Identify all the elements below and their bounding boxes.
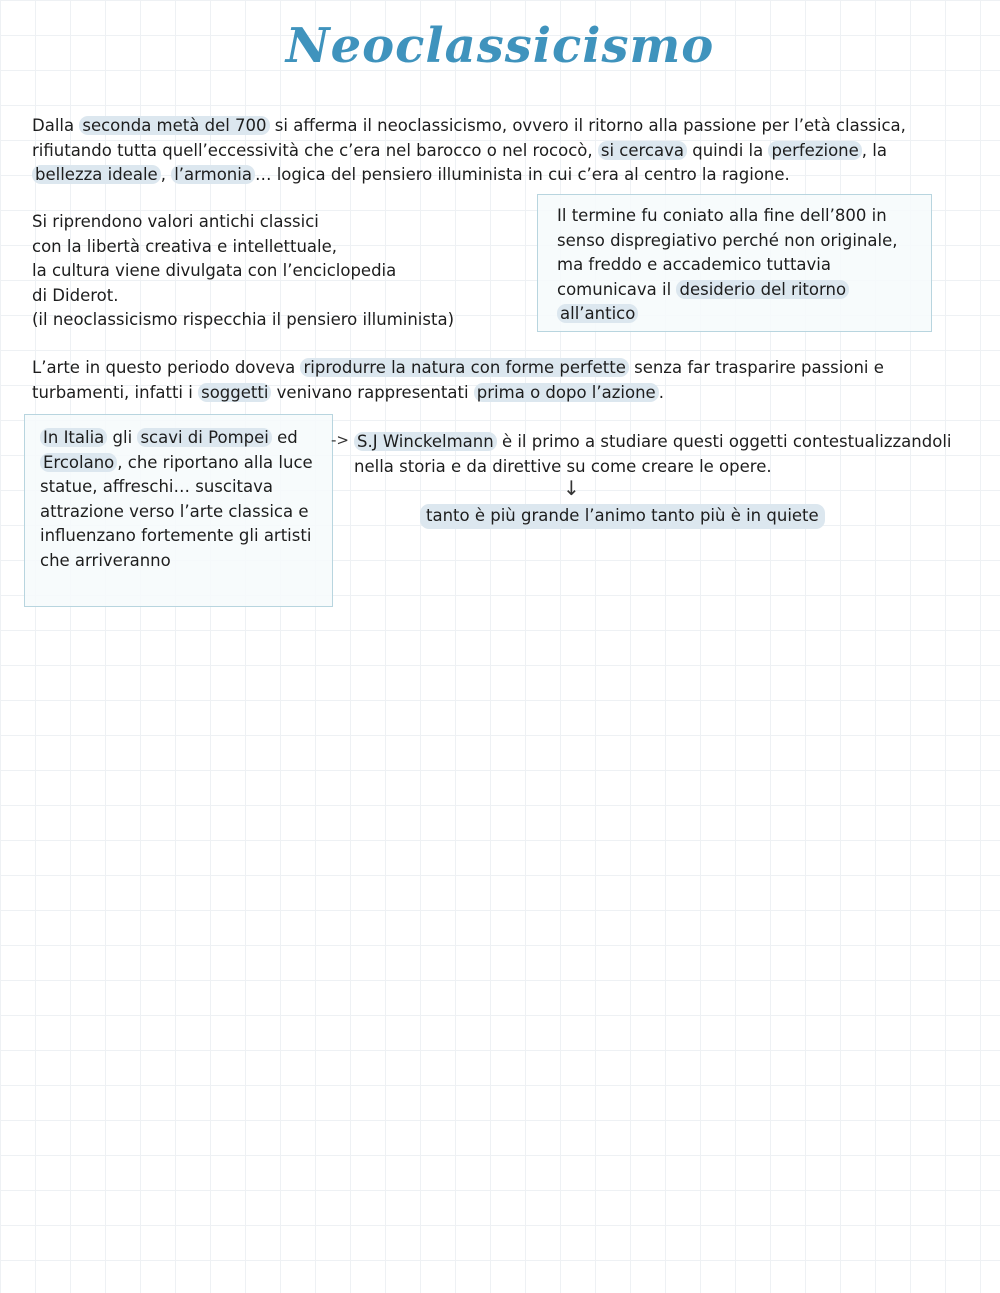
- highlight: In Italia: [40, 428, 107, 447]
- art-line-1: L’arte in questo periodo doveva riprodurre la natura con forme perfette senza far trasparire passioni e: [32, 358, 884, 377]
- page-title: Neoclassicismo: [285, 18, 715, 74]
- values-line: Si riprendono valori antichi classici: [32, 212, 319, 231]
- highlight: si cercava: [598, 141, 687, 160]
- down-arrow-icon: ↓: [563, 476, 580, 500]
- art-line-2: turbamenti, infatti i soggetti venivano rappresentati prima o dopo l’azione .: [32, 382, 664, 402]
- highlight: S.J Winckelmann: [354, 432, 497, 451]
- values-line: con la libertà creativa e intellettuale,: [32, 236, 338, 256]
- highlight: riprodurre la natura con forme perfette: [300, 358, 628, 377]
- art-paragraph: [32, 356, 884, 405]
- highlight: l’armonia: [171, 165, 255, 184]
- highlight: seconda metà del 700: [79, 116, 269, 135]
- values-line: di Diderot.: [32, 285, 119, 305]
- values-line: (il neoclassicismo rispecchia il pensiero illuminista): [32, 310, 455, 329]
- intro-line-1: Dalla seconda metà del 700 si afferma il neoclassicismo, ovvero il ritorno alla passione per l’età classica,: [32, 116, 906, 135]
- values-line: la cultura viene divulgata con l’enciclopedia: [32, 261, 397, 280]
- highlight: soggetti: [198, 383, 271, 402]
- italy-note-text: In Italia gli scavi di Pompei ed Ercolano , che riportano alla luce statue, affreschi… suscitava attrazione verso l’arte classica e influenzano fortemente gli artisti che arriveranno: [40, 428, 313, 570]
- intro-line-3: bellezza ideale , l’armonia … logica del pensiero illuminista in cui c’era al centro la ragione.: [32, 163, 906, 188]
- highlight: prima o dopo l’azione: [474, 383, 659, 402]
- intro-paragraph: [32, 114, 906, 188]
- highlight: bellezza ideale: [32, 165, 161, 184]
- highlight: scavi di Pompei: [137, 428, 271, 447]
- highlight: desiderio del ritorno: [676, 280, 849, 299]
- values-paragraph: [32, 210, 454, 333]
- winckelmann-quote: [420, 504, 825, 529]
- right-arrow-icon: ->: [331, 431, 349, 449]
- highlight: tanto è più grande l’animo tanto più è in quiete: [420, 504, 825, 529]
- intro-line-2: rifiutando tutta quell’eccessività che c’era nel barocco o nel rococò, si cercava quindi la perfezione , la: [32, 140, 887, 160]
- term-note-text: Il termine fu coniato alla fine dell’800 in senso dispregiativo perché non originale, ma freddo e accademico tuttavia comunicava il desiderio del ritorno all’antico: [557, 206, 898, 323]
- highlight: Ercolano: [40, 453, 117, 472]
- highlight: all’antico: [557, 304, 638, 323]
- winckelmann-text: S.J Winckelmann è il primo a studiare questi oggetti contestualizzandoli nella storia e da direttive su come creare le opere.: [354, 432, 952, 476]
- highlight: perfezione: [768, 141, 861, 160]
